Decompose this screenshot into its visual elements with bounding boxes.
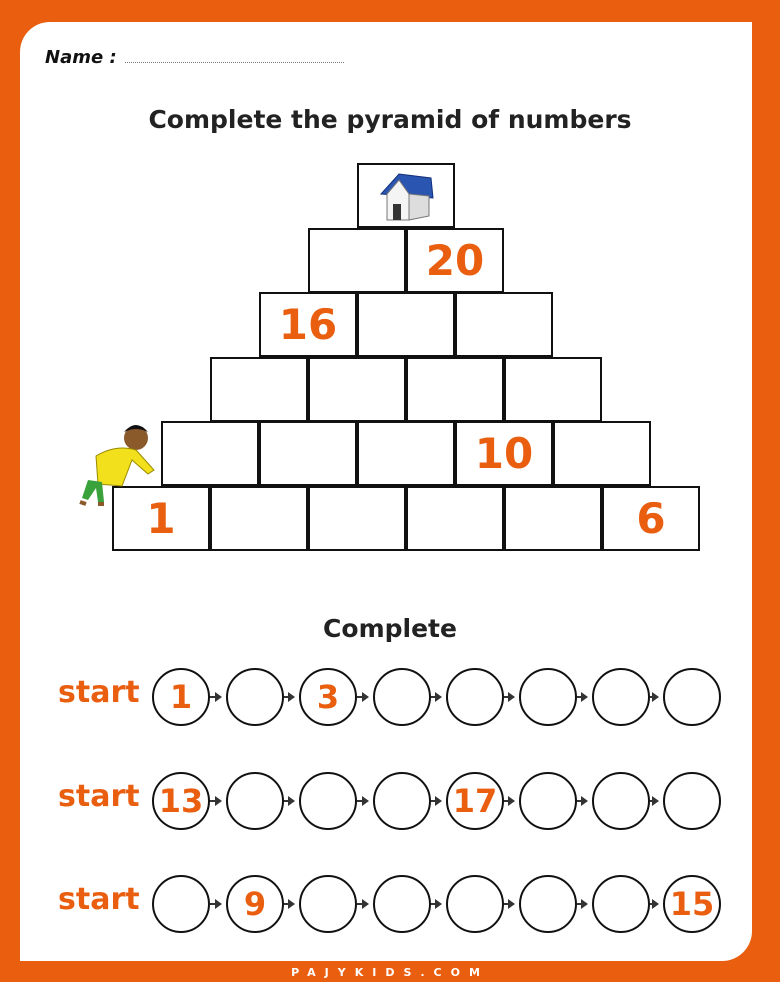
pyramid-empty-cell[interactable] [210, 486, 308, 551]
pyramid-empty-cell[interactable] [357, 421, 455, 486]
pyramid-empty-cell[interactable] [161, 421, 259, 486]
name-label: Name : [45, 47, 117, 68]
arrow-right-icon [357, 800, 367, 802]
arrow-right-icon [210, 903, 220, 905]
pyramid-empty-cell[interactable] [259, 421, 357, 486]
arrow-right-icon [210, 800, 220, 802]
pyramid-empty-cell[interactable] [308, 357, 406, 422]
sequence-empty-circle[interactable] [373, 772, 431, 830]
name-input-line[interactable] [125, 62, 344, 63]
pyramid-empty-cell[interactable] [504, 486, 602, 551]
arrow-right-icon [650, 800, 657, 802]
arrow-right-icon [431, 903, 440, 905]
pyramid-empty-cell[interactable] [455, 292, 553, 357]
arrow-right-icon [504, 800, 513, 802]
sequence-empty-circle[interactable] [592, 875, 650, 933]
sequence-empty-circle[interactable] [373, 668, 431, 726]
sequence-empty-circle[interactable] [226, 668, 284, 726]
sequence-given-circle: 9 [226, 875, 284, 933]
sequence-empty-circle[interactable] [446, 668, 504, 726]
arrow-right-icon [431, 696, 440, 698]
pyramid-empty-cell[interactable] [406, 357, 504, 422]
sequence-empty-circle[interactable] [299, 875, 357, 933]
sequence-given-circle: 17 [446, 772, 504, 830]
arrow-right-icon [577, 696, 586, 698]
arrow-right-icon [650, 696, 657, 698]
pyramid-empty-cell[interactable] [210, 357, 308, 422]
sequence-empty-circle[interactable] [446, 875, 504, 933]
arrow-right-icon [577, 800, 586, 802]
pyramid-given-cell: 20 [406, 228, 504, 293]
house-icon [357, 163, 455, 228]
arrow-right-icon [504, 903, 513, 905]
sequence-empty-circle[interactable] [592, 772, 650, 830]
start-label: start [58, 882, 140, 917]
start-label: start [58, 675, 140, 710]
pyramid-given-cell: 16 [259, 292, 357, 357]
pyramid-empty-cell[interactable] [406, 486, 504, 551]
sequence-empty-circle[interactable] [519, 772, 577, 830]
arrow-right-icon [284, 903, 293, 905]
arrow-right-icon [650, 903, 657, 905]
arrow-right-icon [357, 903, 367, 905]
pyramid-empty-cell[interactable] [308, 228, 406, 293]
pyramid-empty-cell[interactable] [308, 486, 406, 551]
sequence-empty-circle[interactable] [226, 772, 284, 830]
arrow-right-icon [431, 800, 440, 802]
arrow-right-icon [284, 696, 293, 698]
pyramid-given-cell: 1 [112, 486, 210, 551]
pyramid-empty-cell[interactable] [504, 357, 602, 422]
pyramid-empty-cell[interactable] [357, 292, 455, 357]
arrow-right-icon [210, 696, 220, 698]
sequence-empty-circle[interactable] [152, 875, 210, 933]
pyramid-given-cell: 10 [455, 421, 553, 486]
sequence-given-circle: 3 [299, 668, 357, 726]
sequence-empty-circle[interactable] [519, 875, 577, 933]
footer-site: PAJYKIDS.COM [291, 966, 489, 979]
arrow-right-icon [357, 696, 367, 698]
arrow-right-icon [504, 696, 513, 698]
sequence-empty-circle[interactable] [592, 668, 650, 726]
sequence-empty-circle[interactable] [663, 668, 721, 726]
sequence-given-circle: 13 [152, 772, 210, 830]
start-label: start [58, 779, 140, 814]
sequence-empty-circle[interactable] [663, 772, 721, 830]
pyramid-given-cell: 6 [602, 486, 700, 551]
arrow-right-icon [284, 800, 293, 802]
boy-climbing-illustration [76, 418, 158, 510]
pyramid-empty-cell[interactable] [553, 421, 651, 486]
sequence-given-circle: 15 [663, 875, 721, 933]
sequence-empty-circle[interactable] [519, 668, 577, 726]
arrow-right-icon [577, 903, 586, 905]
pyramid-title: Complete the pyramid of numbers [148, 105, 632, 134]
sequence-given-circle: 1 [152, 668, 210, 726]
sequence-empty-circle[interactable] [299, 772, 357, 830]
sequence-empty-circle[interactable] [373, 875, 431, 933]
sequence-title: Complete [323, 614, 457, 643]
